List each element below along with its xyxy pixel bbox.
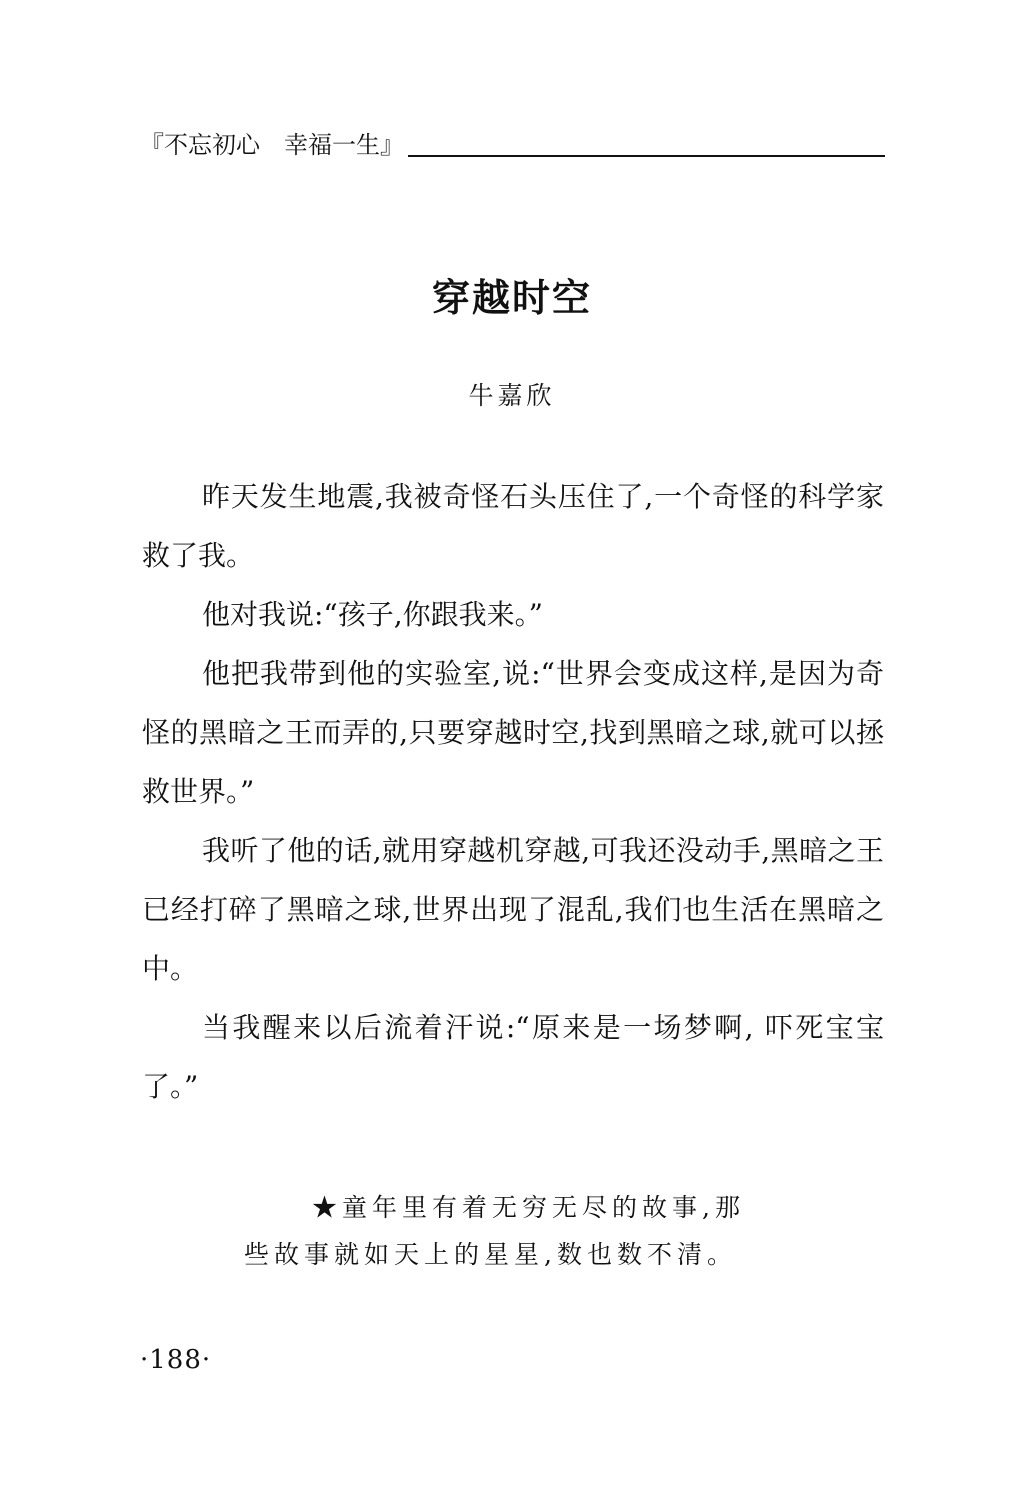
- body-paragraph: 他把我带到他的实验室,说:“世界会变成这样,是因为奇怪的黑暗之王而弄的,只要穿越时空,找到黑暗之球,就可以拯救世界。”: [142, 657, 884, 808]
- teacher-note: [244, 1184, 824, 1278]
- body-paragraph: 他对我说:“孩子,你跟我来。”: [202, 598, 543, 631]
- page-number: ·188·: [140, 1345, 212, 1375]
- article-body: [142, 467, 884, 1116]
- article-author: 牛嘉欣: [468, 381, 556, 410]
- running-header: [140, 128, 885, 160]
- body-paragraph: 昨天发生地震,我被奇怪石头压住了,一个奇怪的科学家救了我。: [142, 480, 884, 572]
- running-header-title: 『不忘初心 幸福一生』: [140, 131, 404, 159]
- body-paragraph: 当我醒来以后流着汗说:“原来是一场梦啊, 吓死宝宝了。”: [142, 1011, 884, 1103]
- body-paragraph: 我听了他的话,就用穿越机穿越,可我还没动手,黑暗之王已经打碎了黑暗之球,世界出现了混乱,我们也生活在黑暗之中。: [142, 834, 884, 985]
- article-title: 穿越时空: [431, 276, 592, 320]
- note-line: ★童年里有着无穷无尽的故事,那: [312, 1193, 745, 1222]
- header-rule: [408, 155, 885, 157]
- note-line: 些故事就如天上的星星,数也数不清。: [244, 1240, 737, 1269]
